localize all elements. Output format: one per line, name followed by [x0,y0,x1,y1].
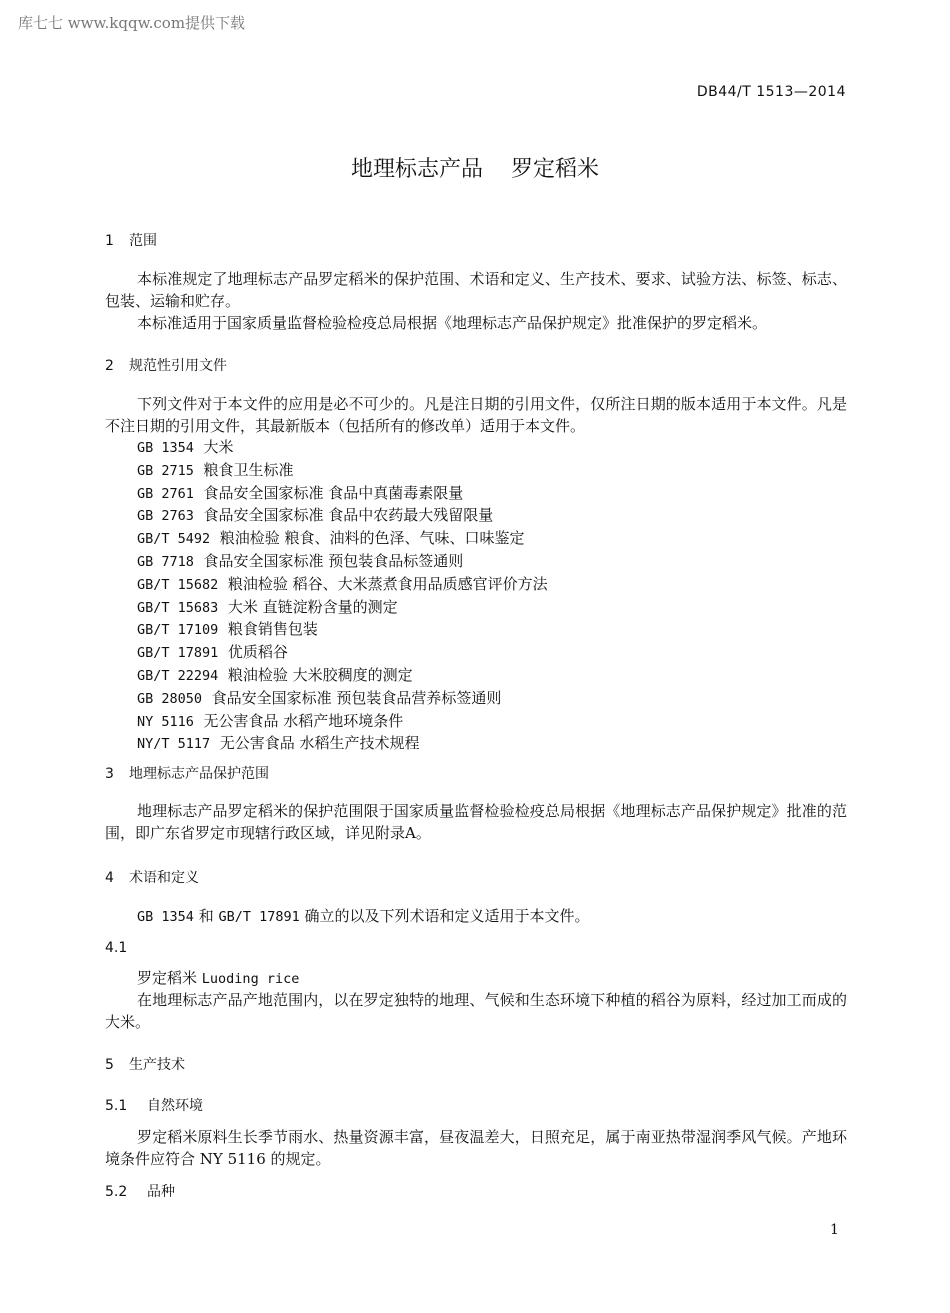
section-title: 生产技术 [129,1057,185,1073]
section-3-heading [105,763,847,783]
section-1-paragraph-2: 本标准适用于国家质量监督检验检疫总局根据《地理标志产品保护规定》批准保护的罗定稻米。 [137,314,768,332]
term-chinese: 罗定稻米 [137,969,198,987]
section-3-paragraph-1: 地理标志产品罗定稻米的保护范围限于国家质量监督检验检疫总局根据《地理标志产品保护规定》批准的范围，即广东省罗定市现辖行政区域，详见附录A。 [105,802,847,842]
section-2-heading [105,355,847,375]
page-title [0,152,950,183]
section-5-heading [105,1054,847,1074]
section-title: 术语和定义 [129,870,199,886]
subsection-number: 4.1 [105,940,128,956]
section-1-heading [105,230,847,250]
subsection-5-1-heading [105,1095,847,1115]
reference-item: GB 28050 食品安全国家标准 预包装食品营养标签通则 [137,688,502,707]
subsection-4-1-heading [105,940,847,956]
section-1-paragraph-1: 本标准规定了地理标志产品罗定稻米的保护范围、术语和定义、生产技术、要求、试验方法、标签、标志、包装、运输和贮存。 [105,270,847,310]
section-4-heading [105,867,847,887]
subsection-number: 5.2 [105,1184,128,1200]
reference-item: GB/T 15682 粮油检验 稻谷、大米蒸煮食用品质感官评价方法 [137,574,548,593]
title-part1: 地理标志产品 [350,157,483,182]
section-2-paragraph-1: 下列文件对于本文件的应用是必不可少的。凡是注日期的引用文件，仅所注日期的版本适用于本文件。凡是不注日期的引用文件，其最新版本（包括所有的修改单）适用于本文件。 [105,395,847,435]
reference-item: NY 5116 无公害食品 水稻产地环境条件 [137,711,404,730]
term-definition: 在地理标志产品产地范围内，以在罗定独特的地理、气候和生态环境下种植的稻谷为原料，经过加工而成的大米。 [105,991,847,1031]
reference-item: GB/T 17891 优质稻谷 [137,643,288,662]
document-number: DB44/T 1513—2014 [696,84,846,100]
subsection-5-2-heading [105,1181,847,1201]
reference-list [137,437,548,756]
reference-item: GB 2761 食品安全国家标准 食品中真菌毒素限量 [137,483,464,502]
reference-item: GB 1354 大米 [137,438,234,456]
reference-item: GB/T 15683 大米 直链淀粉含量的测定 [137,597,398,616]
section-4-paragraph-1: GB 1354 和 GB/T 17891 确立的以及下列术语和定义适用于本文件。 [137,907,590,925]
section-number: 4 [105,870,114,886]
reference-item: GB/T 5492 粮油检验 粮食、油料的色泽、气味、口味鉴定 [137,529,525,548]
subsection-title: 品种 [147,1184,175,1200]
section-number: 1 [105,233,114,249]
subsection-title: 自然环境 [147,1098,203,1114]
subsection-5-1-paragraph: 罗定稻米原料生长季节雨水、热量资源丰富，昼夜温差大，日照充足，属于南亚热带湿润季风气候。产地环境条件应符合 NY 5116 的规定。 [105,1128,847,1168]
section-title: 规范性引用文件 [129,358,227,374]
section-number: 5 [105,1057,114,1073]
reference-item: GB/T 22294 粮油检验 大米胶稠度的测定 [137,665,413,684]
reference-item: GB/T 17109 粮食销售包装 [137,620,318,639]
reference-item: GB 7718 食品安全国家标准 预包装食品标签通则 [137,551,464,570]
reference-item: NY/T 5117 无公害食品 水稻生产技术规程 [137,734,420,753]
reference-item: GB 2715 粮食卫生标准 [137,460,294,479]
section-number: 3 [105,766,114,782]
section-title: 范围 [129,233,157,249]
title-part2: 罗定稻米 [511,157,600,182]
watermark: 库七七 www.kqqw.com提供下载 [18,14,246,32]
term-english: Luoding rice [201,971,300,987]
section-number: 2 [105,358,114,374]
term-entry [105,967,879,990]
reference-item: GB 2763 食品安全国家标准 食品中农药最大残留限量 [137,506,494,525]
subsection-number: 5.1 [105,1098,128,1114]
section-title: 地理标志产品保护范围 [129,766,269,782]
page-number: 1 [830,1222,839,1238]
